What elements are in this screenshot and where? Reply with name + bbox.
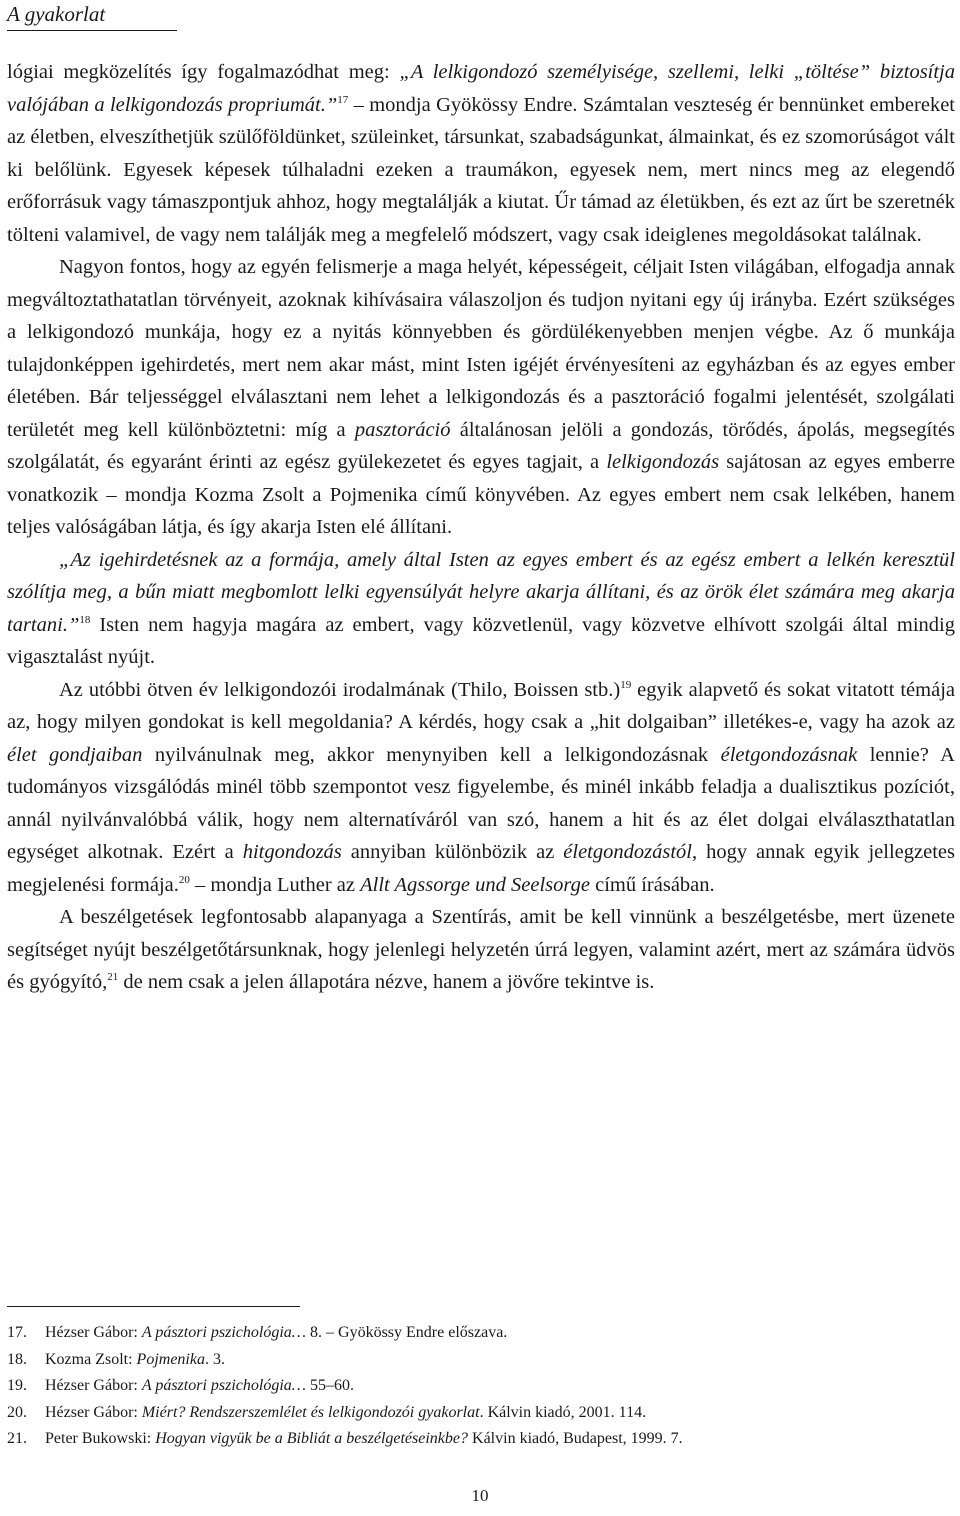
footnote-text — [45, 1347, 225, 1374]
italic-text: A pásztori pszichológia… — [141, 1377, 307, 1394]
footnote — [7, 1347, 955, 1374]
footnote-text — [45, 1426, 683, 1453]
text-run: de nem csak a jelen állapotára nézve, hanem a jövőre tekintve is. — [118, 971, 655, 993]
text-run: nyilvánulnak meg, akkor menynyiben kell a lelkigondozásnak — [142, 743, 721, 766]
italic-text: pasztoráció — [354, 418, 451, 441]
italic-text: lelkigondozás — [606, 451, 720, 473]
text-run: – mondja Gyökössy Endre. Számtalan veszteség ér bennünket embereket az életben, elveszíthetjük szülőföldünket, szüleinket, társunkat, szabadságunkat, álmainkat, és ez szomorúságot vált ki belőlünk. Egyesek képesek túlhaladni ezeken a traumákon, egyesek nem, mert nincs meg az elegendő erőforrásuk vagy támaszpontjuk ahhoz, hogy megtalálják a kiutat. Űr támad az életükben, és ezt az űrt be szeretnék tölteni valamivel, de vagy nem találják meg a megfelelő módszert, vagy csak ideiglenes megoldásokat találnak. — [7, 93, 955, 246]
text-run: . 3. — [204, 1350, 225, 1368]
text-run: Isten nem hagyja magára az embert, vagy közvetlenül, vagy közvetve elhívott szolgái által mindig vigasztalást nyújt. — [7, 613, 955, 668]
text-run: Kozma Zsolt: — [45, 1350, 137, 1368]
italic-text: életgondozástól — [563, 841, 692, 863]
italic-text: hitgondozás — [242, 841, 342, 863]
paragraph — [7, 544, 955, 674]
text-run: – mondja Luther az — [189, 873, 361, 896]
italic-text: „Az igehirdetésnek az a formája, amely által Isten az egyes embert és az egész embert a lelkén keresztül szólítja meg, a bűn miatt megbomlott lelki egyensúlyát helyre akarja állítani, és az örök élet számára meg akarja tartani.” — [7, 548, 955, 636]
footnote — [7, 1373, 955, 1400]
footnote — [7, 1320, 955, 1347]
footnote-text — [45, 1320, 507, 1347]
text-run: 8. – Gyökössy Endre előszava. — [306, 1324, 508, 1341]
italic-text: Hogyan vigyük be a Bibliát a beszélgetéseinkbe? — [155, 1430, 469, 1447]
paragraph — [7, 56, 955, 251]
text-run: Az utóbbi ötven év lelkigondozói irodalmának (Thilo, Boissen stb.) — [59, 678, 621, 701]
footnote-reference: 20 — [178, 873, 190, 886]
footnote-reference: 18 — [79, 613, 91, 626]
text-run: Hézser Gábor: — [45, 1377, 142, 1394]
footnote-reference: 21 — [107, 971, 119, 984]
paragraph — [7, 674, 955, 902]
italic-text: A pásztori pszichológia… — [141, 1324, 307, 1341]
running-head-rule — [7, 30, 177, 31]
body-text — [7, 56, 955, 999]
text-run: lennie? A tudományos vizsgálódás minél több szempontot vesz figyelembe, és minél inkább feladja a dualisztikus pozíciót, annál nyilvánvalóbbá válik, hogy nem alternatíváról van szó, hanem a hit és az élet dolgai elválaszthatatlan egységet alkotnak. Ezért a — [7, 743, 955, 863]
running-head: A gyakorlat — [7, 2, 106, 26]
text-run: Peter Bukowski: — [45, 1430, 156, 1447]
footnote-number: 20. — [7, 1403, 27, 1421]
footnote — [7, 1426, 955, 1453]
italic-text: életgondozásnak — [720, 743, 858, 766]
text-run: Nagyon fontos, hogy az egyén felismerje a maga helyét, képességeit, céljait Isten világában, elfogadja annak megváltoztathatatlan törvényeit, azoknak kihívásaira válaszoljon és tudjon nyitani egy új irányba. Ezért szükséges a lelkigondozó munkája, hogy ez a nyitás könnyebben és gördülékenyebben menjen végbe. Az ő munkája tulajdonképpen igehirdetés, mert nem akar mást, mint Isten igéjét érvényesíteni az egyházban és az egyes ember életében. Bár teljességgel elválasztani nem lehet a lelkigondozás és a pasztoráció fogalmi jelentését, szolgálati területét meg kell különböztetni: míg a — [7, 256, 955, 441]
text-run: annyiban különbözik az — [341, 841, 564, 863]
italic-text: Miért? Rendszerszemlélet és lelkigondozói gyakorlat — [141, 1403, 480, 1421]
text-run: általánosan jelöli a gondozás, törődés, ápolás, megsegítés szolgálatát, és egyaránt érinti az egész gyülekezetet és egyes tagjait, a — [7, 418, 955, 473]
footnotes — [7, 1320, 955, 1453]
paragraph — [7, 901, 955, 999]
italic-text: „A lelkigondozó személyisége, szellemi, lelki „töltése” biztosítja valójában a lelkigondozás propriumát.” — [7, 61, 956, 116]
footnote-number: 19. — [7, 1377, 27, 1394]
footnote — [7, 1400, 955, 1427]
text-run: lógiai megközelítés így fogalmazódhat meg: — [7, 61, 400, 83]
text-run: Kálvin kiadó, Budapest, 1999. 7. — [468, 1430, 683, 1447]
text-run: Hézser Gábor: — [45, 1403, 142, 1421]
paragraph — [7, 251, 955, 544]
text-run: egyik alapvető és sokat vitatott témája az, hogy milyen gondokat is kell megoldania? A kérdés, hogy csak a „hit dolgaiban” illetékes-e, vagy ha azok az — [7, 678, 955, 733]
text-run: A beszélgetések legfontosabb alapanyaga a Szentírás, amit be kell vinnünk a beszélgetésbe, mert üzenete segítséget nyújt beszélgetőtársunknak, hogy jelenlegi helyzetén úrrá legyen, valamint azért, mert az számára üdvös és gyógyító, — [7, 906, 955, 993]
text-run: Hézser Gábor: — [45, 1324, 142, 1341]
footnote-number: 18. — [7, 1350, 27, 1368]
text-run: . Kálvin kiadó, 2001. 114. — [479, 1403, 647, 1421]
text-run: sajátosan az egyes emberre vonatkozik – mondja Kozma Zsolt a Pojmenika című könyvében. Az egyes embert nem csak lelkében, hanem teljes valóságában látja, és így akarja Isten elé állítani. — [7, 451, 955, 538]
footnote-number: 21. — [7, 1430, 27, 1447]
footnote-reference: 19 — [620, 678, 632, 691]
italic-text: élet gondjaiban — [7, 743, 143, 766]
italic-text: Pojmenika — [136, 1350, 205, 1368]
footnote-reference: 17 — [337, 93, 349, 106]
italic-text: Allt Agssorge und Seelsorge — [360, 873, 590, 896]
footnote-number: 17. — [7, 1324, 27, 1341]
text-run: című írásában. — [589, 873, 715, 896]
footnote-text — [45, 1373, 354, 1400]
text-run: 55–60. — [306, 1377, 355, 1394]
page-number: 10 — [471, 1486, 489, 1505]
footnote-rule — [7, 1306, 300, 1307]
footnote-text — [45, 1400, 646, 1427]
text-run: , hogy annak egyik jellegzetes megjelenési formája. — [7, 841, 955, 896]
